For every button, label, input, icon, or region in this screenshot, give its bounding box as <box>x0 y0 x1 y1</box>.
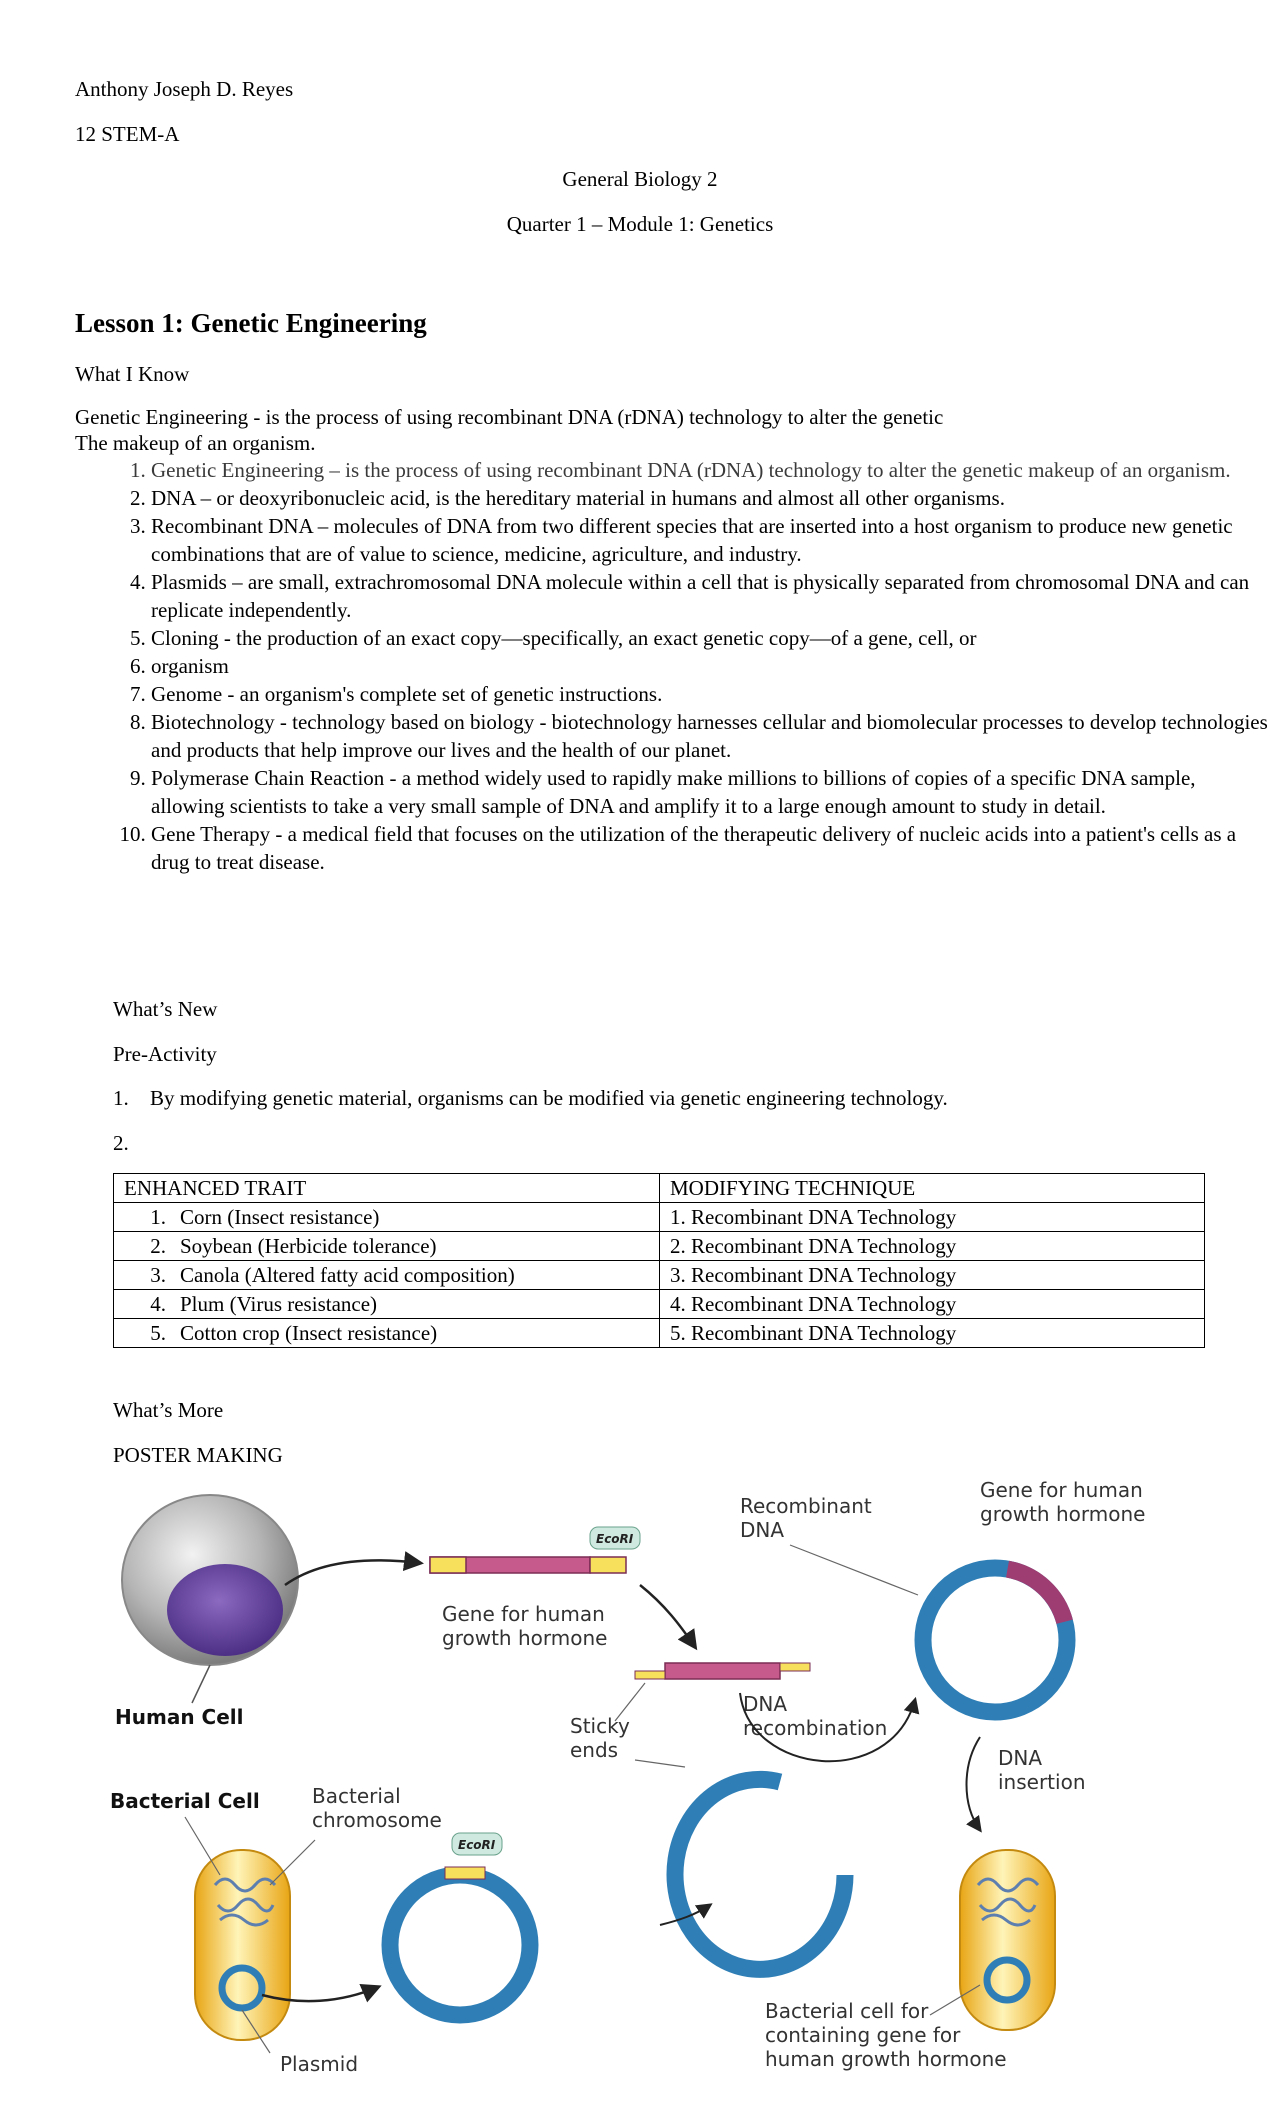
result-bacterial-cell-icon <box>960 1850 1055 2030</box>
section-label: 12 STEM-A <box>75 122 180 146</box>
term-item: 8. Biotechnology - technology based on biology - biotechnology harnesses cellular and biomolecular processes to develop technologies and products that help improve our lives and the health of our planet. <box>151 708 1271 764</box>
recombinant-dna-label-1: Recombinant <box>740 1494 872 1518</box>
subject-title: General Biology 2 <box>562 167 718 191</box>
row-number: 5. <box>150 1321 166 1345</box>
term-item: 9. Polymerase Chain Reaction - a method widely used to rapidly make millions to billions of copies of a specific DNA sample, allowing scientists to take a very small sample of DNA and amplify it to a large enough amount to study in detail. <box>151 764 1271 820</box>
table-header: MODIFYING TECHNIQUE <box>660 1174 1205 1203</box>
term-item: 4. Plasmids – are small, extrachromosomal DNA molecule within a cell that is physically separated from chromosomal DNA and can replicate independently. <box>151 568 1271 624</box>
recombination-fragment-icon <box>635 1663 810 1679</box>
table-row <box>114 1290 1205 1319</box>
result-label-1: Bacterial cell for <box>765 1999 929 2023</box>
sticky-ends-label-1: Sticky <box>570 1714 630 1738</box>
row-number: 3. <box>150 1263 166 1287</box>
bacterial-cell-label: Bacterial Cell <box>110 1789 260 1813</box>
poster-making-heading: POSTER MAKING <box>113 1443 283 1467</box>
result-label-3: human growth hormone <box>765 2047 1007 2071</box>
plasmid-label: Plasmid <box>280 2052 359 2075</box>
trait-text: Soybean (Herbicide tolerance) <box>180 1234 437 1258</box>
term-item: 2. DNA – or deoxyribonucleic acid, is the hereditary material in humans and almost all other organisms. <box>151 484 1271 512</box>
module-title: Quarter 1 – Module 1: Genetics <box>506 212 774 236</box>
row-number: 2. <box>150 1234 166 1258</box>
trait-cell <box>114 1290 660 1319</box>
dna-insertion-label-2: insertion <box>998 1770 1086 1794</box>
table-row <box>114 1203 1205 1232</box>
dna-insertion-label-1: DNA <box>998 1746 1043 1770</box>
table-row <box>114 1319 1205 1348</box>
trait-text: Canola (Altered fatty acid composition) <box>180 1263 515 1287</box>
technique-cell: 3. Recombinant DNA Technology <box>660 1261 1205 1290</box>
open-plasmid-icon <box>675 1779 845 1969</box>
trait-text: Cotton crop (Insect resistance) <box>180 1321 438 1345</box>
term-item: 6. organism <box>151 652 1271 680</box>
term-item: 3. Recombinant DNA – molecules of DNA from two different species that are inserted into a host organism to produce new genetic combinations that are of value to science, medicine, agriculture, and industry. <box>151 512 1271 568</box>
plasmid-icon <box>390 1867 530 2015</box>
term-item: 7. Genome - an organism's complete set of genetic instructions. <box>151 680 1271 708</box>
whats-more-heading: What’s More <box>113 1398 224 1422</box>
dna-recombination-label-1: DNA <box>743 1692 788 1716</box>
definition-line-2: The makeup of an organism. <box>75 431 316 455</box>
result-label-2: containing gene for <box>765 2023 961 2047</box>
definition-line-1: Genetic Engineering - is the process of using recombinant DNA (rDNA) technology to alter the genetic <box>75 405 944 429</box>
lesson-title: Lesson 1: Genetic Engineering <box>75 308 427 338</box>
gene-label-top-1: Gene for human <box>980 1478 1143 1502</box>
trait-text: Corn (Insect resistance) <box>180 1205 380 1229</box>
row-number: 4. <box>150 1292 166 1316</box>
student-name: Anthony Joseph D. Reyes <box>75 77 294 101</box>
table-row <box>114 1232 1205 1261</box>
trait-text: Plum (Virus resistance) <box>180 1292 378 1316</box>
term-item: 10. Gene Therapy - a medical field that focuses on the utilization of the therapeutic delivery of nucleic acids into a patient's cells as a drug to treat disease. <box>151 820 1271 876</box>
bacterial-chromosome-label-1: Bacterial <box>312 1784 401 1808</box>
trait-cell <box>114 1203 660 1232</box>
gene-label-mid-2: growth hormone <box>442 1626 608 1650</box>
gene-fragment-icon <box>430 1557 626 1573</box>
technique-cell: 2. Recombinant DNA Technology <box>660 1232 1205 1261</box>
technique-cell: 5. Recombinant DNA Technology <box>660 1319 1205 1348</box>
term-item: 5. Cloning - the production of an exact copy—specifically, an exact genetic copy—of a gene, cell, or <box>151 624 1271 652</box>
human-cell-icon <box>122 1495 298 1665</box>
gene-label-top-2: growth hormone <box>980 1502 1146 1526</box>
item-text: By modifying genetic material, organisms can be modified via genetic engineering technology. <box>150 1086 948 1110</box>
technique-cell: 4. Recombinant DNA Technology <box>660 1290 1205 1319</box>
genetic-engineering-diagram <box>100 1475 1180 2075</box>
dna-recombination-label-2: recombination <box>743 1716 888 1740</box>
term-item: 1. Genetic Engineering – is the process of using recombinant DNA (rDNA) technology to alter the genetic makeup of an organism. <box>151 456 1271 484</box>
ecori-label-top: EcoRI <box>596 1532 634 1546</box>
pre-activity-item-2-number: 2. <box>113 1131 129 1155</box>
trait-cell <box>114 1232 660 1261</box>
table-row <box>114 1261 1205 1290</box>
technique-cell: 1. Recombinant DNA Technology <box>660 1203 1205 1232</box>
gene-label-mid-1: Gene for human <box>442 1602 605 1626</box>
sticky-ends-label-2: ends <box>570 1738 619 1762</box>
pre-activity-item-1 <box>113 1084 948 1112</box>
row-number: 1. <box>150 1205 166 1229</box>
trait-cell <box>114 1319 660 1348</box>
bacterial-chromosome-label-2: chromosome <box>312 1808 442 1832</box>
terms-list <box>75 456 1271 876</box>
definition-paragraph <box>75 404 1215 456</box>
what-i-know-heading: What I Know <box>75 362 190 386</box>
recombinant-dna-label-2: DNA <box>740 1518 785 1542</box>
recombinant-plasmid-icon <box>912 1557 1079 1724</box>
ecori-label-mid: EcoRI <box>458 1838 496 1852</box>
human-cell-label: Human Cell <box>115 1705 244 1729</box>
traits-table <box>113 1173 1205 1348</box>
item-number: 1. <box>113 1086 129 1110</box>
trait-cell <box>114 1261 660 1290</box>
pre-activity-heading: Pre-Activity <box>113 1042 217 1066</box>
whats-new-heading: What’s New <box>113 997 218 1021</box>
table-header-row <box>114 1174 1205 1203</box>
table-header: ENHANCED TRAIT <box>114 1174 660 1203</box>
